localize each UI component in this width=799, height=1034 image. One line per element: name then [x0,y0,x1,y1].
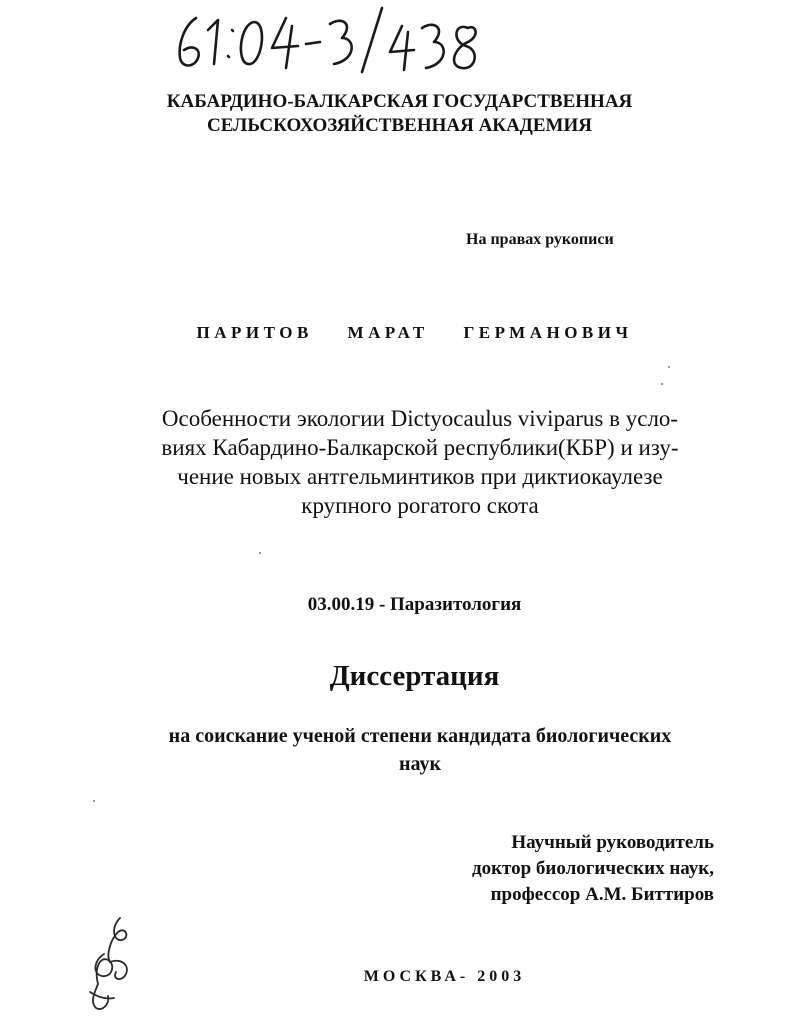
degree-line-2: наук [398,753,442,775]
scan-speck [259,552,261,554]
title-line-1: Особенности экологии Dictyocaulus viviparus в усло- [161,406,679,431]
supervisor-line-2: доктор биологических наук, [471,858,714,879]
handwritten-signature [80,908,150,1018]
document-type: Диссертация [329,660,500,692]
city-year: МОСКВА- 2003 [363,968,526,985]
supervisor-line-1: Научный руководитель [511,832,714,853]
rights-note: На правах рукописи [466,231,614,248]
degree-statement [110,722,730,778]
institution-name [0,90,799,138]
title-line-3: чение новых антгельминтиков при диктиокаулезе [177,464,663,489]
supervisor-block [400,830,714,908]
title-line-4: крупного рогатого скота [301,493,539,518]
dissertation-title [100,404,740,520]
author-name: ПАРИТОВ МАРАТ ГЕРМАНОВИЧ [196,323,633,342]
title-line-2: виях Кабардино-Балкарской республики(КБР) и изу- [161,435,679,460]
scan-speck [668,366,670,368]
institution-line-1: КАБАРДИНО-БАЛКАРСКАЯ ГОСУДАРСТВЕННАЯ [166,91,633,112]
scan-speck [661,383,663,385]
specialty-code: 03.00.19 - Паразитология [307,594,522,615]
handwritten-archive-code [170,6,490,76]
degree-line-1: на соискание ученой степени кандидата биологических [168,725,672,747]
institution-line-2: СЕЛЬСКОХОЗЯЙСТВЕННАЯ АКАДЕМИЯ [207,115,592,136]
scan-speck [93,800,95,802]
supervisor-line-3: профессор А.М. Биттиров [490,884,714,905]
